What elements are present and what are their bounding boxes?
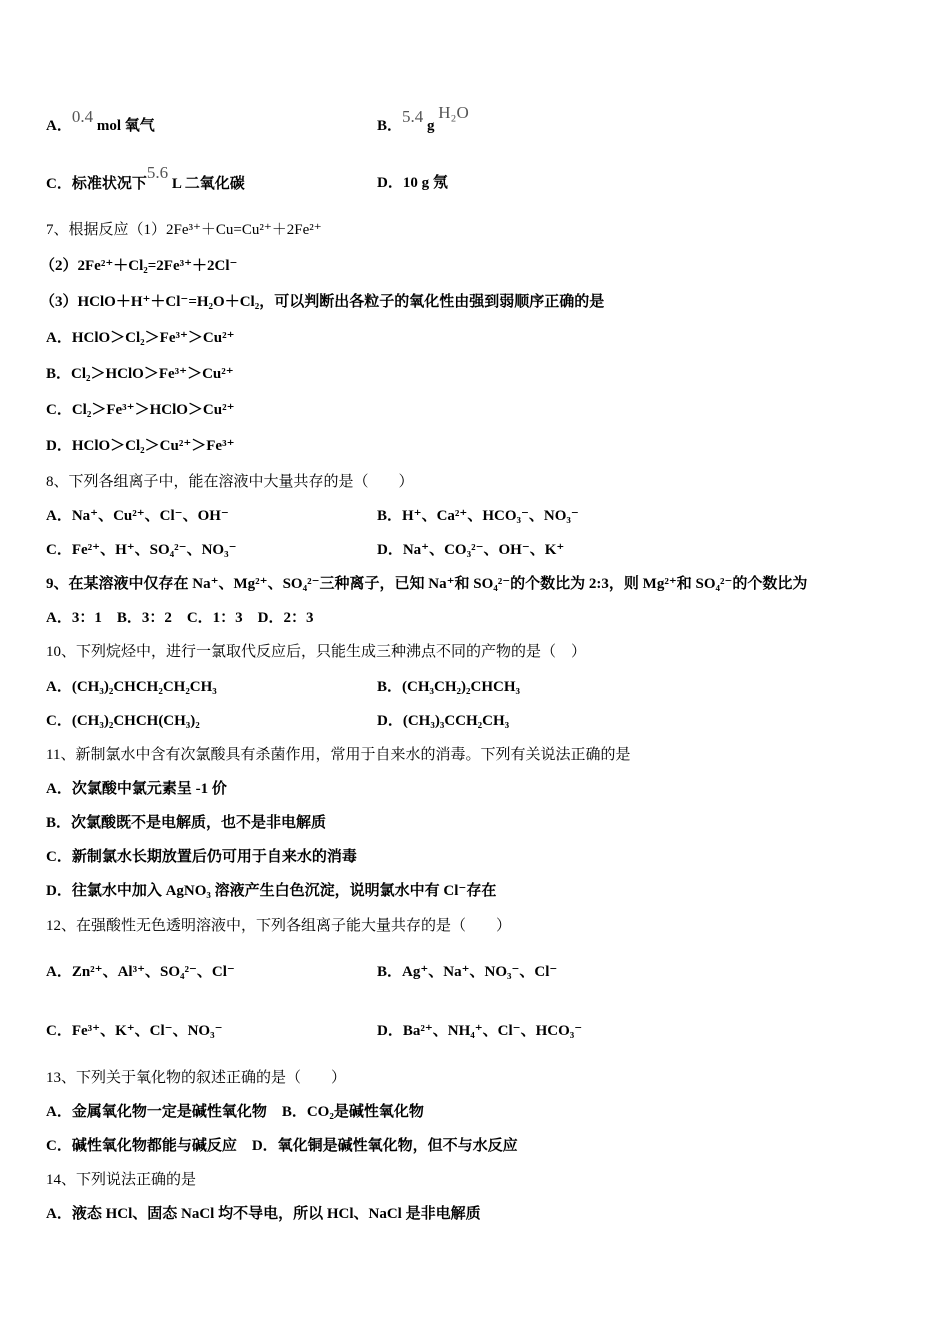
option-a: A．Zn²⁺、Al³⁺、SO₄²⁻、Cl⁻: [46, 964, 235, 980]
option-b: B．H⁺、Ca²⁺、HCO₃⁻、NO₃⁻: [377, 508, 579, 524]
option-a: A．HClO＞Cl₂＞Fe³⁺＞Cu²⁺: [46, 330, 235, 346]
option-d: D．Na⁺、CO₃²⁻、OH⁻、K⁺: [377, 542, 565, 558]
option-a: A．0.4 mol 氧气: [46, 107, 155, 134]
option-b: B．Cl₂＞HClO＞Fe³⁺＞Cu²⁺: [46, 366, 234, 382]
option-d: D．HClO＞Cl₂＞Cu²⁺＞Fe³⁺: [46, 438, 235, 454]
option-c: C．新制氯水长期放置后仍可用于自来水的消毒: [46, 849, 357, 865]
reaction-2: （2）2Fe²⁺＋Cl₂=2Fe³⁺＋2Cl⁻: [40, 258, 238, 274]
options-cd: C．碱性氧化物都能与碱反应 D．氧化铜是碱性氧化物，但不与水反应: [46, 1138, 518, 1154]
option-a: A．次氯酸中氯元素呈 -1 价: [46, 781, 227, 797]
option-b: B．5.4 g H₂O: [377, 103, 469, 134]
option-b: B．次氯酸既不是电解质，也不是非电解质: [46, 815, 327, 831]
question-stem: 8、下列各组离子中，能在溶液中大量共存的是（ ）: [46, 474, 414, 490]
reaction-3: （3）HClO＋H⁺＋Cl⁻=H₂O＋Cl₂，可以判断出各粒子的氧化性由强到弱顺序正确的是: [40, 294, 605, 310]
option-d: D．(CH₃)₃CCH₂CH₃: [377, 713, 510, 729]
option-c: C．Fe³⁺、K⁺、Cl⁻、NO₃⁻: [46, 1023, 223, 1039]
question-stem: 12、在强酸性无色透明溶液中，下列各组离子能大量共存的是（ ）: [46, 918, 512, 934]
option-c: C．Cl₂＞Fe³⁺＞HClO＞Cu²⁺: [46, 402, 235, 418]
option-d: D．往氯水中加入 AgNO₃ 溶液产生白色沉淀，说明氯水中有 Cl⁻存在: [46, 883, 497, 899]
question-stem: 9、在某溶液中仅存在 Na⁺、Mg²⁺、SO₄²⁻三种离子，已知 Na⁺和 SO₄²⁻的个数比为 2:3，则 Mg²⁺和 SO₄²⁻的个数比为: [46, 576, 808, 592]
option-b: B．(CH₃CH₂)₂CHCH₃: [377, 679, 520, 695]
question-stem: 10、下列烷烃中，进行一氯取代反应后，只能生成三种沸点不同的产物的是（ ）: [46, 644, 587, 660]
question-stem: 11、新制氯水中含有次氯酸具有杀菌作用，常用于自来水的消毒。下列有关说法正确的是: [46, 747, 631, 763]
option-d: D．10 g 氖: [377, 175, 448, 191]
option-a: A．液态 HCl、固态 NaCl 均不导电，所以 HCl、NaCl 是非电解质: [46, 1206, 481, 1222]
question-stem: 13、下列关于氧化物的叙述正确的是（ ）: [46, 1070, 347, 1086]
options: A．3：1 B．3：2 C．1：3 D．2：3: [46, 610, 314, 626]
option-a: A．Na⁺、Cu²⁺、Cl⁻、OH⁻: [46, 508, 229, 524]
option-b: B．Ag⁺、Na⁺、NO₃⁻、Cl⁻: [377, 964, 558, 980]
option-a: A．(CH₃)₂CHCH₂CH₂CH₃: [46, 679, 217, 695]
option-c: C．Fe²⁺、H⁺、SO₄²⁻、NO₃⁻: [46, 542, 237, 558]
option-c: C．(CH₃)₂CHCH(CH₃)₂: [46, 713, 200, 729]
option-c: C．标准状况下5.6 L 二氧化碳: [46, 163, 245, 192]
option-d: D．Ba²⁺、NH₄⁺、Cl⁻、HCO₃⁻: [377, 1023, 583, 1039]
question-stem: 7、根据反应（1）2Fe³⁺＋Cu=Cu²⁺＋2Fe²⁺: [46, 222, 322, 238]
options-ab: A．金属氧化物一定是碱性氧化物 B．CO₂是碱性氧化物: [46, 1104, 424, 1120]
question-stem: 14、下列说法正确的是: [46, 1172, 197, 1188]
